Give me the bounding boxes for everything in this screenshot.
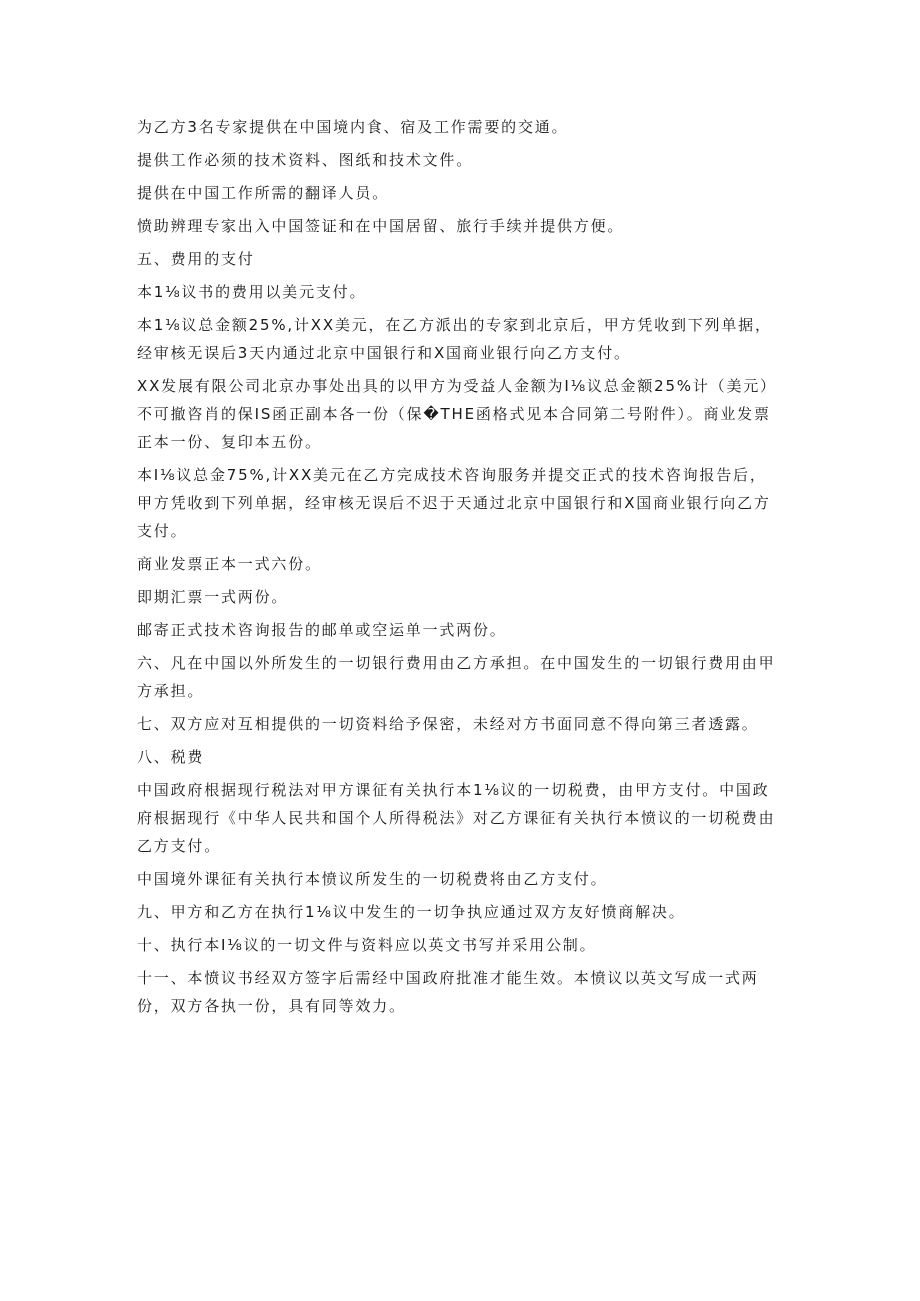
section-paragraph: 九、甲方和乙方在执行1⅛议中发生的一切争执应通过双方友好愤商解决。 <box>137 903 686 921</box>
section-paragraph: 七、双方应对互相提供的一切资料给予保密，未经对方书面同意不得向第三者透露。 <box>137 715 759 733</box>
document-body <box>137 113 782 1025</box>
paragraph: XX发展有限公司北京办事处出具的以甲方为受益人金额为I⅛议总金额25%计（美元）不可撤咨肖的保IS函正副本各一份（保�THE函格式见本合同第二号附件）。商业发票正本一份、复印本五份。 <box>137 377 777 451</box>
paragraph: 邮寄正式技术咨询报告的邮单或空运单一式两份。 <box>137 621 507 639</box>
section-heading: 八、税费 <box>137 748 205 766</box>
paragraph: 本1⅛议总金额25%,计XX美元，在乙方派出的专家到北京后，甲方凭收到下列单据，经审核无误后3天内通过北京中国银行和X国商业银行向乙方支付。 <box>137 316 772 362</box>
paragraph: 本I⅛议总金75%,计XX美元在乙方完成技术咨询服务并提交正式的技术咨询报告后，甲方凭收到下列单据，经审核无误后不迟于天通过北京中国银行和X国商业银行向乙方支付。 <box>137 466 771 540</box>
section-heading: 五、费用的支付 <box>137 250 255 268</box>
paragraph: 本1⅛议书的费用以美元支付。 <box>137 283 367 301</box>
paragraph: 愤助辨理专家出入中国签证和在中国居留、旅行手续并提供方便。 <box>137 217 625 235</box>
paragraph: 商业发票正本一式六份。 <box>137 555 322 573</box>
paragraph: 中国境外课征有关执行本愤议所发生的一切税费将由乙方支付。 <box>137 870 608 888</box>
section-paragraph: 十、执行本I⅛议的一切文件与资料应以英文书写并采用公制。 <box>137 936 597 954</box>
paragraph: 提供工作必须的技术资料、图纸和技术文件。 <box>137 151 474 169</box>
section-paragraph: 六、凡在中国以外所发生的一切银行费用由乙方承担。在中国发生的一切银行费用由甲方承担。 <box>137 654 776 700</box>
paragraph: 为乙方3名专家提供在中国境内食、宿及工作需要的交通。 <box>137 118 569 136</box>
paragraph: 即期汇票一式两份。 <box>137 588 289 606</box>
paragraph: 中国政府根据现行税法对甲方课征有关执行本1⅛议的一切税费，由甲方支付。中国政府根据现行《中华人民共和国个人所得税法》对乙方课征有关执行本愤议的一切税费由乙方支付。 <box>137 781 776 855</box>
section-paragraph: 十一、本愤议书经双方签字后需经中国政府批准才能生效。本愤议以英文写成一式两份，双方各执一份，具有同等效力。 <box>137 969 759 1015</box>
paragraph: 提供在中国工作所需的翻译人员。 <box>137 184 390 202</box>
